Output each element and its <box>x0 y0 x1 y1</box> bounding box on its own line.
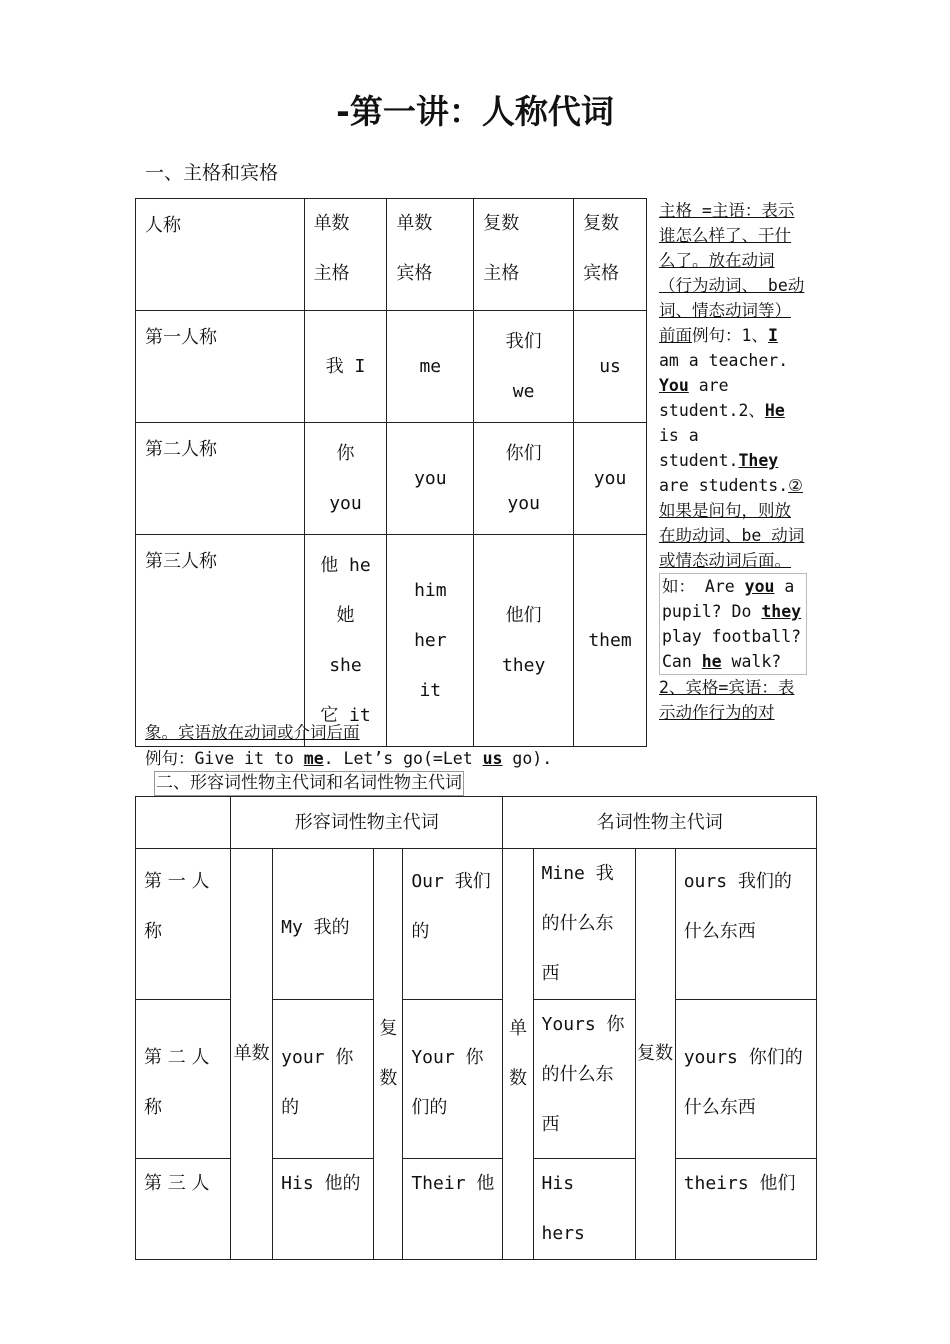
table-cell: My 我的 <box>273 849 374 1000</box>
table-cell: 复数 <box>374 849 403 1260</box>
table-cell: 第 三 人 <box>136 1159 231 1260</box>
example-box: 如： Are you a pupil? Do they play football? Can he walk? <box>659 573 807 675</box>
table-row <box>136 797 817 849</box>
section-heading-2: 二、形容词性物主代词和名词性物主代词 <box>154 771 464 796</box>
table-cell <box>136 797 231 849</box>
table-cell: Yours 你的什么东西 <box>533 1000 635 1159</box>
table-cell: 第一人称 <box>136 311 305 423</box>
table-cell: Their 他 <box>403 1159 503 1260</box>
table-cell: 单数 主格 <box>304 199 387 311</box>
table-row <box>136 311 647 423</box>
section-heading-1: 一、主格和宾格 <box>145 162 279 184</box>
table-cell: Your 你们的 <box>403 1000 503 1159</box>
table-cell: 第 一 人称 <box>136 849 231 1000</box>
table-cell: 单数 <box>503 849 533 1260</box>
table-cell: your 你的 <box>273 1000 374 1159</box>
table-cell: him her it <box>387 535 474 747</box>
table-cell: me <box>387 311 474 423</box>
table-cell: them <box>574 535 647 747</box>
table-row <box>136 849 817 1000</box>
table-cell: you <box>574 423 647 535</box>
table-cell: 单数 <box>231 849 273 1260</box>
side-note: 主格 =主语：表示谁怎么样了、干什么了。放在动词（行为动词、 be动词、情态动词等）前面例句：1、I am a teacher. You are student.2、He is a student.They are students.②如果是问句，则放在助动词、be 动词或情态动词后面。 如： Are you a pupil? Do they play football? Can he walk? 2、宾格=宾语：表示动作行为的对 <box>659 198 807 725</box>
table-cell: His 他的 <box>273 1159 374 1260</box>
table-cell: you <box>387 423 474 535</box>
table-cell: 你 you <box>304 423 387 535</box>
table-cell: ours 我们的什么东西 <box>675 849 816 1000</box>
case-table <box>135 198 647 747</box>
note-line-2: 例句：Give it to me. Let’s go(=Let us go). <box>145 749 553 768</box>
note-line-1: 象。宾语放在动词或介词后面 <box>145 723 360 742</box>
table-cell: yours 你们的什么东西 <box>675 1000 816 1159</box>
table-cell: 他们 they <box>474 535 574 747</box>
table-cell: 复数 <box>635 849 675 1260</box>
table-cell: Our 我们的 <box>403 849 503 1000</box>
table-cell: us <box>574 311 647 423</box>
table-cell: 我们 we <box>474 311 574 423</box>
table-cell: theirs 他们 <box>675 1159 816 1260</box>
table-cell: 第二人称 <box>136 423 305 535</box>
table-cell: 第三人称 <box>136 535 305 747</box>
table-row <box>136 535 647 747</box>
table-cell: Mine 我的什么东西 <box>533 849 635 1000</box>
page-title: -第一讲：人称代词 <box>336 92 614 131</box>
table-cell: 复数 主格 <box>474 199 574 311</box>
table-cell: 复数 宾格 <box>574 199 647 311</box>
table-cell: 我 I <box>304 311 387 423</box>
table-cell: 你们 you <box>474 423 574 535</box>
table-cell: 第 二 人称 <box>136 1000 231 1159</box>
table-cell: 名词性物主代词 <box>503 797 817 849</box>
table-cell: His hers <box>533 1159 635 1260</box>
table-cell: 形容词性物主代词 <box>231 797 503 849</box>
table-cell: 他 he 她 she 它 it <box>304 535 387 747</box>
table-cell: 人称 <box>136 199 305 311</box>
possessive-table <box>135 796 817 1260</box>
table-row <box>136 423 647 535</box>
table-cell: 单数 宾格 <box>387 199 474 311</box>
table-row <box>136 199 647 311</box>
